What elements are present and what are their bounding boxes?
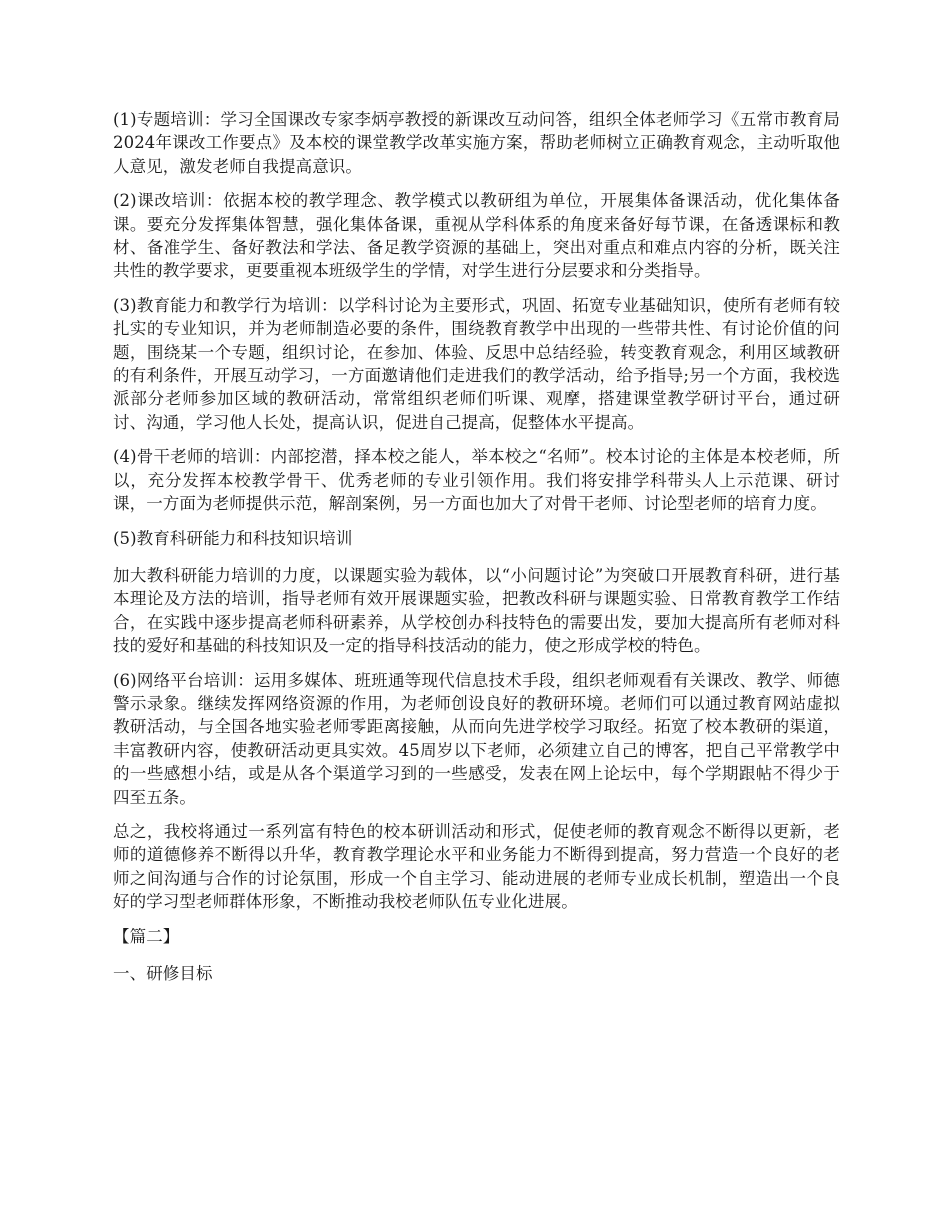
paragraph-research-training: 加大教科研能力培训的力度，以课题实验为载体，以“小问题讨论”为突破口开展教育科研，进行基本理论及方法的培训，指导老师有效开展课题实验，把教改科研与课题实验、日常教育教学工作结合，在实践中逐步提高老师科研素养，从学校创办科技特色的需要出发，要加大提高所有老师对科技的爱好和基础的科技知识及一定的指导科技活动的能力，使之形成学校的特色。 <box>113 565 840 656</box>
paragraph-key-teacher-training: (4)骨干老师的培训：内部挖潜，择本校之能人，举本校之“名师”。校本讨论的主体是本校老师，所以，充分发挥本校教学骨干、优秀老师的专业引领作用。我们将安排学科带头人上示范课、研讨课，一方面为老师提供示范，解剖案例，另一方面也加大了对骨干老师、讨论型老师的培育力度。 <box>113 447 840 514</box>
section-heading-goals: 一、研修目标 <box>113 964 213 983</box>
paragraph-curriculum-reform-training: (2)课改培训：依据本校的教学理念、教学模式以教研组为单位，开展集体备课活动，优化集体备课。要充分发挥集体智慧，强化集体备课，重视从学科体系的角度来备好每节课，在备透课标和教材、备准学生、备好教法和学法、备足教学资源的基础上，突出对重点和难点内容的分析，既关注共性的教学要求，更要重视本班级学生的学情，对学生进行分层要求和分类指导。 <box>113 191 840 281</box>
paragraph-summary: 总之，我校将通过一系列富有特色的校本研训活动和形式，促使老师的教育观念不断得以更新，老师的道德修养不断得以升华，教育教学理论水平和业务能力不断得到提高，努力营造一个良好的老师之间沟通与合作的讨论氛围，形成一个自主学习、能动进展的老师专业成长机制，塑造出一个良好的学习型老师群体形象，不断推动我校老师队伍专业化进展。 <box>113 821 840 912</box>
document-body <box>113 108 840 999</box>
paragraph-teaching-ability-training: (3)教育能力和教学行为培训：以学科讨论为主要形式，巩固、拓宽专业基础知识，使所有老师有较扎实的专业知识，并为老师制造必要的条件，围绕教育教学中出现的一些带共性、有讨论价值的问题，围绕某一个专题，组织讨论，在参加、体验、反思中总结经验，转变教育观念，利用区域教研的有利条件，开展互动学习，一方面邀请他们走进我们的教学活动，给予指导;另一个方面，我校选派部分老师参加区域的教研活动，常常组织老师们听课、观摩，搭建课堂教学研讨平台，通过研讨、沟通，学习他人长处，提高认识，促进自己提高，促整体水平提高。 <box>113 295 840 432</box>
paragraph-network-training: (6)网络平台培训：运用多媒体、班班通等现代信息技术手段，组织老师观看有关课改、教学、师德警示录象。继续发挥网络资源的作用，为老师创设良好的教研环境。老师们可以通过教育网站虚拟教研活动，与全国各地实验老师零距离接触，从而向先进学校学习取经。拓宽了校本教研的渠道，丰富教研内容，使教研活动更具实效。45周岁以下老师，必须建立自己的博客，把自己平常教学中的一些感想小结，或是从各个渠道学习到的一些感受，发表在网上论坛中，每个学期跟帖不得少于四至五条。 <box>113 670 840 807</box>
section-heading-part-two: 【篇二】 <box>113 926 180 946</box>
paragraph-research-heading: (5)教育科研能力和科技知识培训 <box>113 528 353 548</box>
paragraph-topic-training: (1)专题培训：学习全国课改专家李炳亭教授的新课改互动问答，组织全体老师学习《五常市教育局2024年课改工作要点》及本校的课堂教学改革实施方案，帮助老师树立正确教育观念，主动听取他人意见，激发老师自我提高意识。 <box>113 110 840 176</box>
